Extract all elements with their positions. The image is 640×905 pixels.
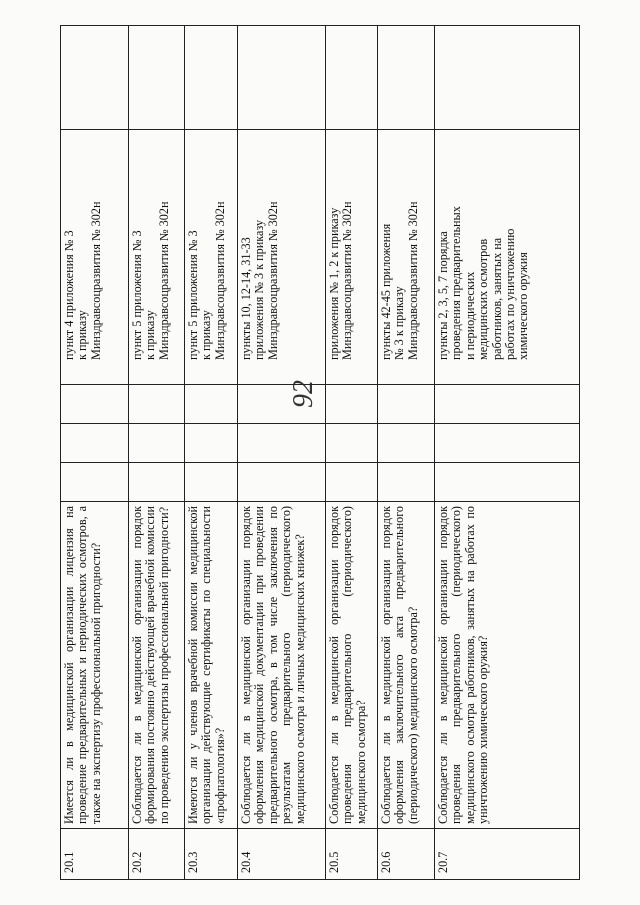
answer-na-cell xyxy=(61,385,129,424)
table-row xyxy=(61,26,129,880)
answer-no-cell xyxy=(61,424,129,463)
notes-cell xyxy=(61,26,129,130)
row-number: 20.7 xyxy=(435,829,580,880)
answer-yes-cell xyxy=(238,463,326,502)
question-cell: Соблюдается ли в медицинской организации порядок проведения предварительного (периодического) медицинского осмотра работников, занятых на работах по уничтожению химического оружия? xyxy=(435,502,580,829)
table-row xyxy=(129,26,185,880)
question-cell: Соблюдается ли в медицинской организации порядок проведения предварительного (периодического) медицинского осмотра? xyxy=(326,502,378,829)
question-cell: Имеются ли у членов врачебной комиссии медицинской организации действующие сертификаты по специальности «профпатология»? xyxy=(185,502,238,829)
answer-no-cell xyxy=(326,424,378,463)
answer-na-cell xyxy=(378,385,435,424)
question-cell: Имеется ли в медицинской организации лицензия на проведение предварительных и периодических осмотров, а также на экспертизу профессиональной пригодности? xyxy=(61,502,129,829)
row-number: 20.5 xyxy=(326,829,378,880)
row-number: 20.2 xyxy=(129,829,185,880)
reference-cell: пункты 10, 12-14, 31-33 приложения № 3 к приказу Минздравсоцразвития № 302н xyxy=(238,130,326,385)
notes-cell xyxy=(129,26,185,130)
answer-yes-cell xyxy=(185,463,238,502)
row-number: 20.1 xyxy=(61,829,129,880)
answer-na-cell xyxy=(435,385,580,424)
reference-cell: пункт 5 приложения № 3 к приказу Минздравсоцразвития № 302н xyxy=(185,130,238,385)
answer-yes-cell xyxy=(326,463,378,502)
answer-yes-cell xyxy=(378,463,435,502)
answer-no-cell xyxy=(238,424,326,463)
answer-yes-cell xyxy=(61,463,129,502)
notes-cell xyxy=(326,26,378,130)
answer-no-cell xyxy=(435,424,580,463)
question-cell: Соблюдается ли в медицинской организации порядок формирования постоянно действующей врачебной комиссии по проведению экспертизы профессиональной пригодности? xyxy=(129,502,185,829)
answer-yes-cell xyxy=(129,463,185,502)
reference-cell: пункты 2, 3, 5, 7 порядка проведения предварительных и периодических медицинских осмотров работников, занятых на работах по уничтожению химического оружия xyxy=(435,130,580,385)
reference-cell: пункты 42-45 приложения № 3 к приказу Минздравсоцразвития № 302н xyxy=(378,130,435,385)
table-row xyxy=(435,26,580,880)
notes-cell xyxy=(185,26,238,130)
answer-na-cell xyxy=(129,385,185,424)
answer-na-cell xyxy=(326,385,378,424)
notes-cell xyxy=(238,26,326,130)
table-row xyxy=(378,26,435,880)
rotated-checklist-table xyxy=(60,35,580,880)
answer-no-cell xyxy=(378,424,435,463)
row-number: 20.3 xyxy=(185,829,238,880)
table-row xyxy=(185,26,238,880)
answer-no-cell xyxy=(129,424,185,463)
row-number: 20.6 xyxy=(378,829,435,880)
handwritten-page-number: 92 xyxy=(288,380,319,408)
answer-na-cell xyxy=(185,385,238,424)
reference-cell: пункт 5 приложения № 3 к приказу Минздравсоцразвития № 302н xyxy=(129,130,185,385)
answer-na-cell xyxy=(238,385,326,424)
answer-no-cell xyxy=(185,424,238,463)
notes-cell xyxy=(435,26,580,130)
table-row xyxy=(326,26,378,880)
checklist-table xyxy=(60,25,580,880)
table-row xyxy=(238,26,326,880)
reference-cell: пункт 4 приложения № 3 к приказу Минздравсоцразвития № 302н xyxy=(61,130,129,385)
answer-yes-cell xyxy=(435,463,580,502)
question-cell: Соблюдается ли в медицинской организации порядок оформления медицинской документации при проведении предварительного осмотра, в том числе заключения по результатам предварительного (периодического) медицинского осмотра и личных медицинских книжек? xyxy=(238,502,326,829)
row-number: 20.4 xyxy=(238,829,326,880)
reference-cell: приложения № 1, 2 к приказу Минздравсоцразвития № 302н xyxy=(326,130,378,385)
notes-cell xyxy=(378,26,435,130)
question-cell: Соблюдается ли в медицинской организации порядок оформления заключительного акта предварительного (периодического) медицинского осмотра? xyxy=(378,502,435,829)
